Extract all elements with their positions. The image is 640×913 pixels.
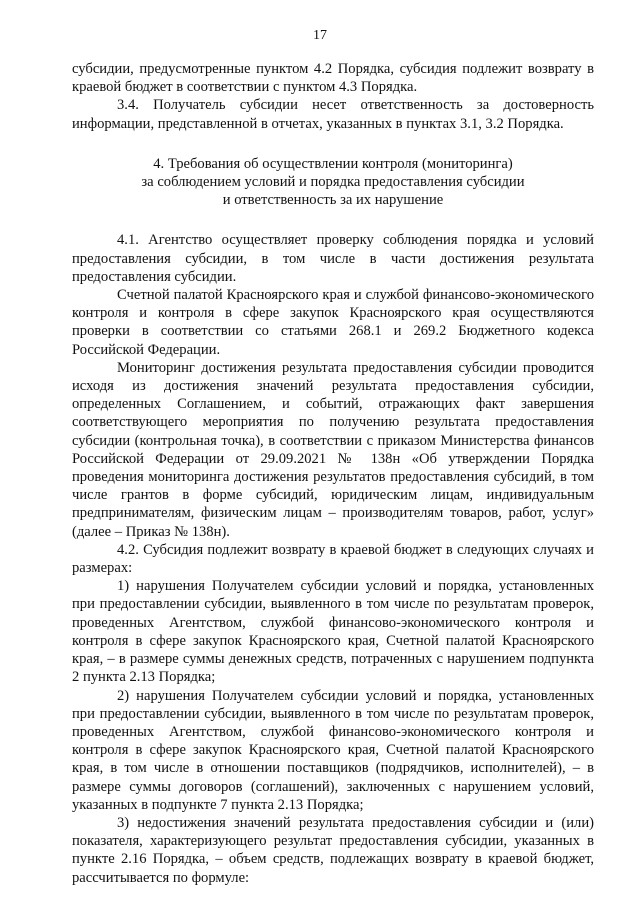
section-heading-line-3: и ответственность за их нарушение bbox=[222, 192, 444, 209]
section-heading-line-1: 4. Требования об осуществлении контроля (мониторинга) bbox=[153, 155, 513, 172]
paragraph-4-1: 4.1. Агентство осуществляет проверку соблюдения порядка и условий предоставления субсидии, в том числе в части достижения результата предоставления субсидии. bbox=[72, 232, 594, 285]
list-item-1: 1) нарушения Получателем субсидии условий и порядка, установленных при предоставлении субсидии, выявленного в том числе по результатам проверок, проведенных Агентством, службой финансово-экономического контроля и контроля в сфере закупок Красноярского края, Счетной палатой Красноярского края, – в размере суммы денежных средств, потраченных с нарушением подпункта 2 пункта 2.13 Порядка; bbox=[72, 578, 594, 686]
list-item-3: 3) недостижения значений результата предоставления субсидии и (или) показателя, характеризующего результат предоставления субсидии, указанных в пункте 2.16 Порядка, – объем средств, подлежащих возврату в краевой бюджет, рассчитывается по формуле: bbox=[72, 814, 594, 886]
paragraph-audit: Счетной палатой Красноярского края и службой финансово-экономического контроля и контроля в сфере закупок Красноярского края осуществляются проверки в соответствии со статьями 268.1 и 269.2 Бюджетного кодекса Российской Федерации. bbox=[72, 287, 594, 358]
section-heading bbox=[72, 155, 594, 210]
page-number: 17 bbox=[313, 28, 327, 43]
paragraph-4-2: 4.2. Субсидия подлежит возврату в краевой бюджет в следующих случаях и размерах: bbox=[72, 541, 594, 577]
paragraph-continuation: субсидии, предусмотренные пунктом 4.2 Порядка, субсидия подлежит возврату в краевой бюджет в соответствии с пунктом 4.3 Порядка. bbox=[72, 61, 594, 96]
section-heading-line-2: за соблюдением условий и порядка предоставления субсидии bbox=[141, 174, 525, 191]
paragraph-monitoring: Мониторинг достижения результата предоставления субсидии проводится исходя из достижения значений результата предоставления субсидии, определенных Соглашением, и событий, отражающих факт завершения соответствующего мероприятия по получению результата предоставления субсидии (контрольная точка), в соответствии с приказом Министерства финансов Российской Федерации от 29.09.2021 № 138н «Об утверждении Порядка проведения мониторинга достижения результатов предоставления субсидий, в том числе грантов в форме субсидий, юридическим лицам, индивидуальным предпринимателям, физическим лицам – производителям товаров, работ, услуг» (далее – Приказ № 138н). bbox=[72, 359, 594, 540]
document-body bbox=[72, 60, 594, 887]
list-item-2: 2) нарушения Получателем субсидии условий и порядка, установленных при предоставлении субсидии, выявленного в том числе по результатам проверок, проведенных Агентством, службой финансово-экономического контроля и контроля в сфере закупок Красноярского края, Счетной палатой Красноярского края, в том числе в отношении поставщиков (подрядчиков, исполнителей), – в размере суммы договоров (соглашений), заключенных с нарушением условий, указанных в подпункте 7 пункта 2.13 Порядка; bbox=[72, 687, 594, 813]
paragraph-3-4: 3.4. Получатель субсидии несет ответственность за достоверность информации, представленной в отчетах, указанных в пунктах 3.1, 3.2 Порядка. bbox=[72, 97, 594, 132]
